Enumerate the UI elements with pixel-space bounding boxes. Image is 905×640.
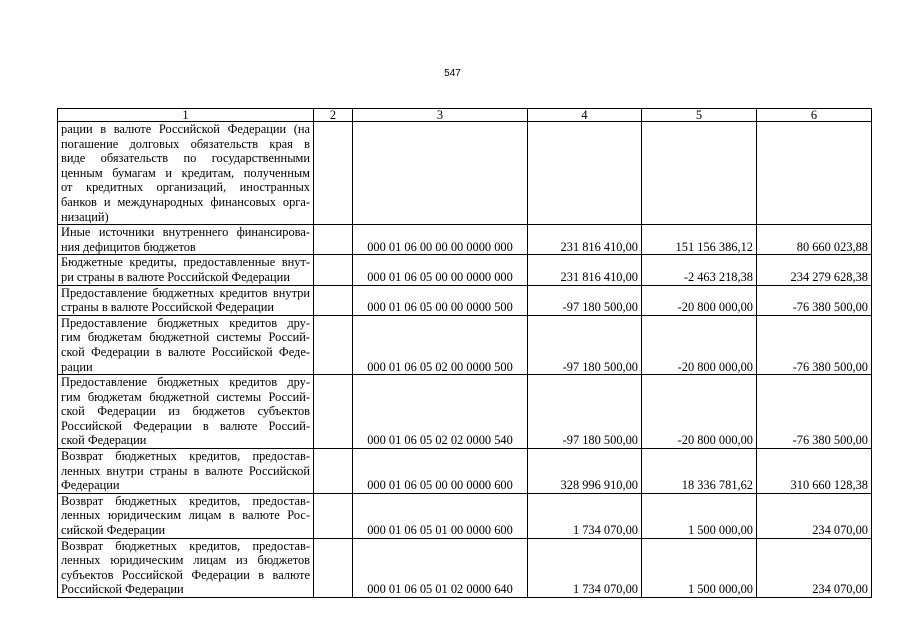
table-row <box>58 375 872 449</box>
col-5-value-cell: 151 156 386,12 <box>642 225 757 255</box>
col-2-cell <box>314 122 353 225</box>
col-4-value-cell: 1 734 070,00 <box>528 493 642 538</box>
page-number: 547 <box>444 68 461 79</box>
description-line: Федерации <box>61 478 120 493</box>
col-2-cell <box>314 449 353 494</box>
description-line: Предоставление бюджетных кредитов дру- <box>61 375 310 390</box>
header-col-2: 2 <box>314 109 353 122</box>
description-line: ленных юридическим лицам в валюте Рос- <box>61 508 310 523</box>
description-line: ской Федерации в валюте Российской Феде- <box>61 344 310 359</box>
description-line: ленных внутри страны в валюте Российской <box>61 463 310 478</box>
description-line: ценным бумагам и кредитам, полученным <box>61 165 310 180</box>
description-line: Российской Федерации <box>61 582 184 597</box>
description-cell <box>58 255 314 285</box>
col-6-value-cell: -76 380 500,00 <box>757 375 872 449</box>
description-line: страны в валюте Российской Федерации <box>61 300 275 315</box>
description-line: банков и международных финансовых орга- <box>61 194 310 209</box>
description-line: Иные источники внутреннего финансирова- <box>61 225 310 240</box>
description-line: ри страны в валюте Российской Федерации <box>61 269 290 284</box>
budget-code-cell: 000 01 06 05 02 00 0000 500 <box>353 315 528 374</box>
description-line: субъектов Российской Федерации в валюте <box>61 567 310 582</box>
table-header <box>58 109 872 122</box>
col-6-value-cell: -76 380 500,00 <box>757 315 872 374</box>
table-row <box>58 255 872 285</box>
col-6-value-cell: 234 070,00 <box>757 493 872 538</box>
budget-code-cell <box>353 122 528 225</box>
description-line: Предоставление бюджетных кредитов дру- <box>61 315 310 330</box>
description-cell <box>58 285 314 315</box>
col-5-value-cell: -2 463 218,38 <box>642 255 757 285</box>
col-5-value-cell: 1 500 000,00 <box>642 493 757 538</box>
budget-code-cell: 000 01 06 05 01 00 0000 600 <box>353 493 528 538</box>
col-5-value-cell: -20 800 000,00 <box>642 315 757 374</box>
table-row <box>58 225 872 255</box>
col-2-cell <box>314 225 353 255</box>
description-line: от кредитных организаций, иностранных <box>61 180 310 195</box>
col-5-value-cell: 1 500 000,00 <box>642 538 757 597</box>
col-6-value-cell <box>757 122 872 225</box>
description-cell <box>58 375 314 449</box>
col-2-cell <box>314 375 353 449</box>
table-row <box>58 538 872 597</box>
description-line: ской Федерации <box>61 433 147 448</box>
col-4-value-cell: 231 816 410,00 <box>528 255 642 285</box>
description-line: виде обязательств по государственными <box>61 151 310 166</box>
header-col-4: 4 <box>528 109 642 122</box>
description-cell <box>58 493 314 538</box>
col-4-value-cell: 231 816 410,00 <box>528 225 642 255</box>
col-4-value-cell: 328 996 910,00 <box>528 449 642 494</box>
header-col-5: 5 <box>642 109 757 122</box>
description-line: рации в валюте Российской Федерации (на <box>61 122 310 136</box>
table-row <box>58 493 872 538</box>
col-2-cell <box>314 538 353 597</box>
col-4-value-cell: 1 734 070,00 <box>528 538 642 597</box>
col-4-value-cell: -97 180 500,00 <box>528 375 642 449</box>
description-line: погашение долговых обязательств края в <box>61 136 310 151</box>
description-line: низаций) <box>61 209 109 224</box>
description-line: сийской Федерации <box>61 523 166 538</box>
header-col-6: 6 <box>757 109 872 122</box>
table-row <box>58 122 872 225</box>
table-body <box>58 122 872 598</box>
table-row <box>58 285 872 315</box>
col-6-value-cell: -76 380 500,00 <box>757 285 872 315</box>
description-cell <box>58 225 314 255</box>
col-4-value-cell: -97 180 500,00 <box>528 315 642 374</box>
header-row <box>58 109 872 122</box>
description-line: Предоставление бюджетных кредитов внутри <box>61 285 310 300</box>
budget-code-cell: 000 01 06 05 01 02 0000 640 <box>353 538 528 597</box>
description-line: Российской Федерации в валюте Россий- <box>61 418 310 433</box>
description-line: ния дефицитов бюджетов <box>61 239 196 254</box>
description-cell <box>58 538 314 597</box>
budget-code-cell: 000 01 06 00 00 00 0000 000 <box>353 225 528 255</box>
table-row <box>58 315 872 374</box>
description-cell <box>58 449 314 494</box>
budget-code-cell: 000 01 06 05 00 00 0000 500 <box>353 285 528 315</box>
description-cell <box>58 315 314 374</box>
header-col-1: 1 <box>58 109 314 122</box>
description-line: рации <box>61 359 93 374</box>
budget-code-cell: 000 01 06 05 00 00 0000 000 <box>353 255 528 285</box>
col-6-value-cell: 234 070,00 <box>757 538 872 597</box>
col-5-value-cell <box>642 122 757 225</box>
description-line: гим бюджетам бюджетной системы Россий- <box>61 330 310 345</box>
description-line: ской Федерации из бюджетов субъектов <box>61 404 310 419</box>
description-cell <box>58 122 314 225</box>
table-row <box>58 449 872 494</box>
col-5-value-cell: 18 336 781,62 <box>642 449 757 494</box>
col-2-cell <box>314 255 353 285</box>
col-2-cell <box>314 493 353 538</box>
description-line: Возврат бюджетных кредитов, предостав- <box>61 493 310 508</box>
col-5-value-cell: -20 800 000,00 <box>642 375 757 449</box>
col-2-cell <box>314 315 353 374</box>
budget-sources-table <box>57 108 872 598</box>
description-line: ленных юридическим лицам из бюджетов <box>61 553 310 568</box>
header-col-3: 3 <box>353 109 528 122</box>
col-6-value-cell: 80 660 023,88 <box>757 225 872 255</box>
col-4-value-cell <box>528 122 642 225</box>
description-line: гим бюджетам бюджетной системы Россий- <box>61 389 310 404</box>
col-4-value-cell: -97 180 500,00 <box>528 285 642 315</box>
col-5-value-cell: -20 800 000,00 <box>642 285 757 315</box>
col-6-value-cell: 234 279 628,38 <box>757 255 872 285</box>
col-6-value-cell: 310 660 128,38 <box>757 449 872 494</box>
description-line: Возврат бюджетных кредитов, предостав- <box>61 538 310 553</box>
col-2-cell <box>314 285 353 315</box>
description-line: Возврат бюджетных кредитов, предостав- <box>61 449 310 464</box>
description-line: Бюджетные кредиты, предоставленные внут- <box>61 255 310 270</box>
budget-code-cell: 000 01 06 05 00 00 0000 600 <box>353 449 528 494</box>
budget-code-cell: 000 01 06 05 02 02 0000 540 <box>353 375 528 449</box>
